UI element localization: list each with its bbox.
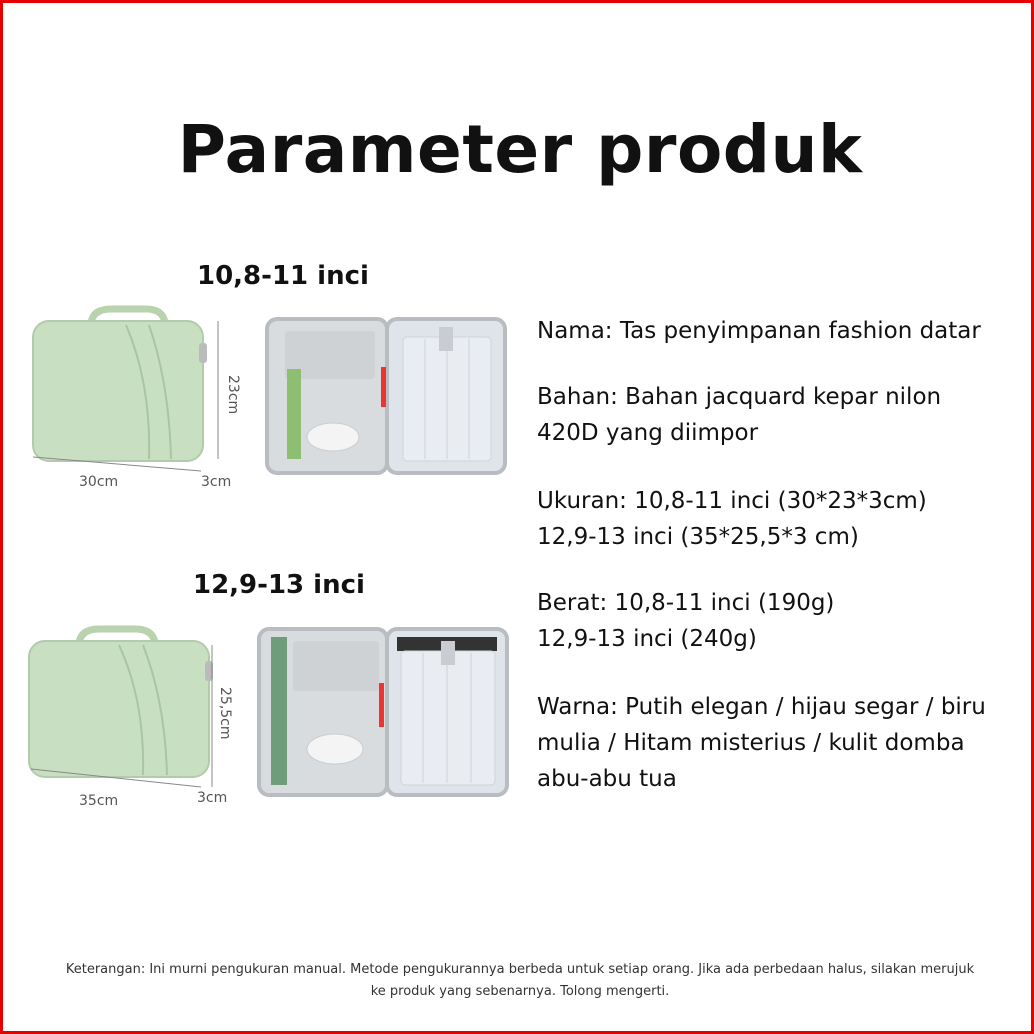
page-title: Parameter produk: [177, 111, 863, 188]
bag-large-exterior-image: [27, 621, 227, 791]
size-label-small: 10,8-11 inci: [197, 261, 369, 291]
spec-material-line-2: 420D yang diimpor: [537, 420, 759, 446]
bag-small-height-line: [213, 321, 223, 461]
spec-weight-line-2: 12,9-13 inci (240g): [537, 626, 757, 652]
spec-material: [537, 379, 1017, 451]
spec-size-line-1: Ukuran: 10,8-11 inci (30*23*3cm): [537, 488, 927, 514]
spec-size: [537, 483, 1017, 555]
bag-small-exterior-image: [31, 303, 221, 473]
spec-size-line-2: 12,9-13 inci (35*25,5*3 cm): [537, 524, 859, 550]
footer-line-2: ke produk yang sebenarnya. Tolong mengerti.: [370, 984, 670, 999]
bag-large-height-text: 25,5cm: [217, 687, 233, 740]
bag-small-depth-text: 3cm: [201, 474, 232, 490]
bag-small-interior-image: [265, 317, 509, 477]
spec-color-line-2: mulia / Hitam misterius / kulit domba: [537, 730, 965, 756]
spec-color-line-1: Warna: Putih elegan / hijau segar / biru: [537, 694, 986, 720]
bag-large-width-text: 35cm: [79, 793, 119, 809]
spec-name-text: Nama: Tas penyimpanan fashion datar: [537, 318, 981, 344]
bag-large-width-line: [31, 767, 211, 791]
bag-small-width-text: 30cm: [79, 474, 119, 490]
bag-small-width-line: [33, 455, 213, 475]
spec-material-line-1: Bahan: Bahan jacquard kepar nilon: [537, 384, 942, 410]
spec-name: [537, 313, 1017, 349]
spec-color-line-3: abu-abu tua: [537, 766, 677, 792]
footer-line-1: Keterangan: Ini murni pengukuran manual. Metode pengukurannya berbeda untuk setiap orang. Jika ada perbedaan halus, silakan merujuk: [65, 962, 975, 977]
bag-small-height-text: 23cm: [225, 375, 241, 415]
bag-large-interior-image: [257, 627, 511, 799]
spec-weight-line-1: Berat: 10,8-11 inci (190g): [537, 590, 835, 616]
spec-weight: [537, 585, 1017, 657]
bag-large-depth-text: 3cm: [197, 790, 228, 806]
spec-color: [537, 689, 1017, 797]
size-label-large: 12,9-13 inci: [193, 570, 365, 600]
footer-note: [13, 959, 1027, 1003]
